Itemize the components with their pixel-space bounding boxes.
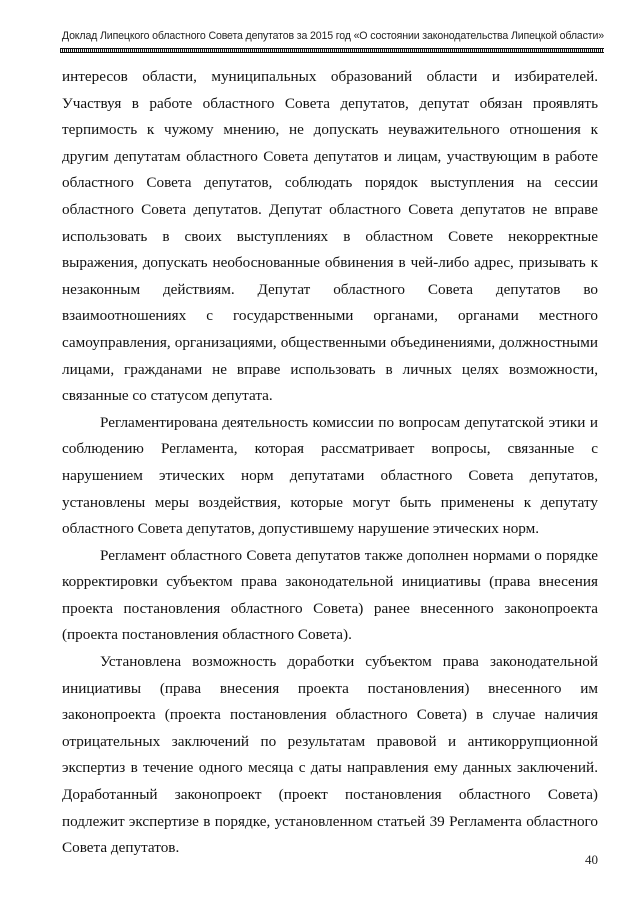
text-line: терпимость к чужому мнению, не допускать неуважительного отношения к: [62, 121, 598, 139]
text-line: интересов области, муниципальных образований области и избирателей.: [62, 68, 598, 85]
text-line: Установлена возможность доработки субъектом права законодательной: [100, 653, 598, 671]
text-line: другим депутатам областного Совета депутатов и лицам, участвующим в работе: [62, 147, 598, 165]
text-line: (проекта постановления областного Совета).: [62, 626, 352, 644]
paragraph-3: [62, 543, 598, 649]
text-line: инициативы (права внесения проекта постановления) внесенного им: [62, 679, 598, 697]
text-line: установлены меры воздействия, которые могут быть применены к депутату: [62, 493, 598, 511]
text-line: связанные со статусом депутата.: [62, 387, 273, 405]
text-line: отрицательных заключений по результатам правовой и антикоррупционной: [62, 732, 598, 750]
text-line: подлежит экспертизе в порядке, установленном статьей 39 Регламента областного: [62, 812, 598, 830]
text-line: самоуправления, организациями, общественными объединениями, должностными: [62, 333, 598, 351]
text-line: областного Совета депутатов, допустившему нарушение этических норм.: [62, 520, 540, 538]
text-line: законопроекта (проекта постановления областного Совета) в случае наличия: [62, 706, 598, 724]
text-line: взаимоотношениях с государственными органами, органами местного: [62, 307, 598, 325]
body-text: [62, 64, 598, 862]
text-line: корректировки субъектом права законодательной инициативы (права внесения: [62, 573, 598, 591]
running-header: Доклад Липецкого областного Совета депутатов за 2015 год «О состоянии законодательства Липецкой области»: [61, 30, 604, 42]
text-line: Совета депутатов.: [62, 839, 180, 857]
text-line: Регламент областного Совета депутатов также дополнен нормами о порядке: [100, 546, 598, 564]
text-line: Участвуя в работе областного Совета депутатов, депутат обязан проявлять: [62, 94, 598, 112]
text-line: проекта постановления областного Совета) ранее внесенного законопроекта: [62, 599, 598, 617]
text-line: областного Совета депутатов, соблюдать порядок выступления на сессии: [62, 174, 598, 192]
text-line: лицами, гражданами не вправе использовать в личных целях возможности,: [62, 360, 598, 378]
text-line: экспертиз в течение одного месяца с даты направления ему данных заключений.: [62, 759, 598, 777]
text-line: Регламентирована деятельность комиссии по вопросам депутатской этики и: [100, 413, 598, 431]
text-line: выражения, допускать необоснованные обвинения в чей-либо адрес, призывать к: [62, 254, 598, 272]
paragraph-1: [62, 64, 598, 410]
page-number: 40: [585, 852, 598, 867]
paragraph-2: [62, 410, 598, 543]
text-line: незаконным действиям. Депутат областного Совета депутатов во: [62, 280, 598, 298]
text-line: Доработанный законопроект (проект постановления областного Совета): [62, 786, 598, 804]
text-line: использовать в своих выступлениях в областном Совете некорректные: [62, 227, 598, 245]
text-line: соблюдению Регламента, которая рассматривает вопросы, связанные с: [62, 440, 598, 458]
header-rule: [60, 48, 604, 53]
text-line: нарушением этических норм депутатами областного Совета депутатов,: [62, 466, 598, 484]
text-line: областного Совета депутатов. Депутат областного Совета депутатов не вправе: [62, 200, 598, 218]
paragraph-4: [62, 649, 598, 862]
